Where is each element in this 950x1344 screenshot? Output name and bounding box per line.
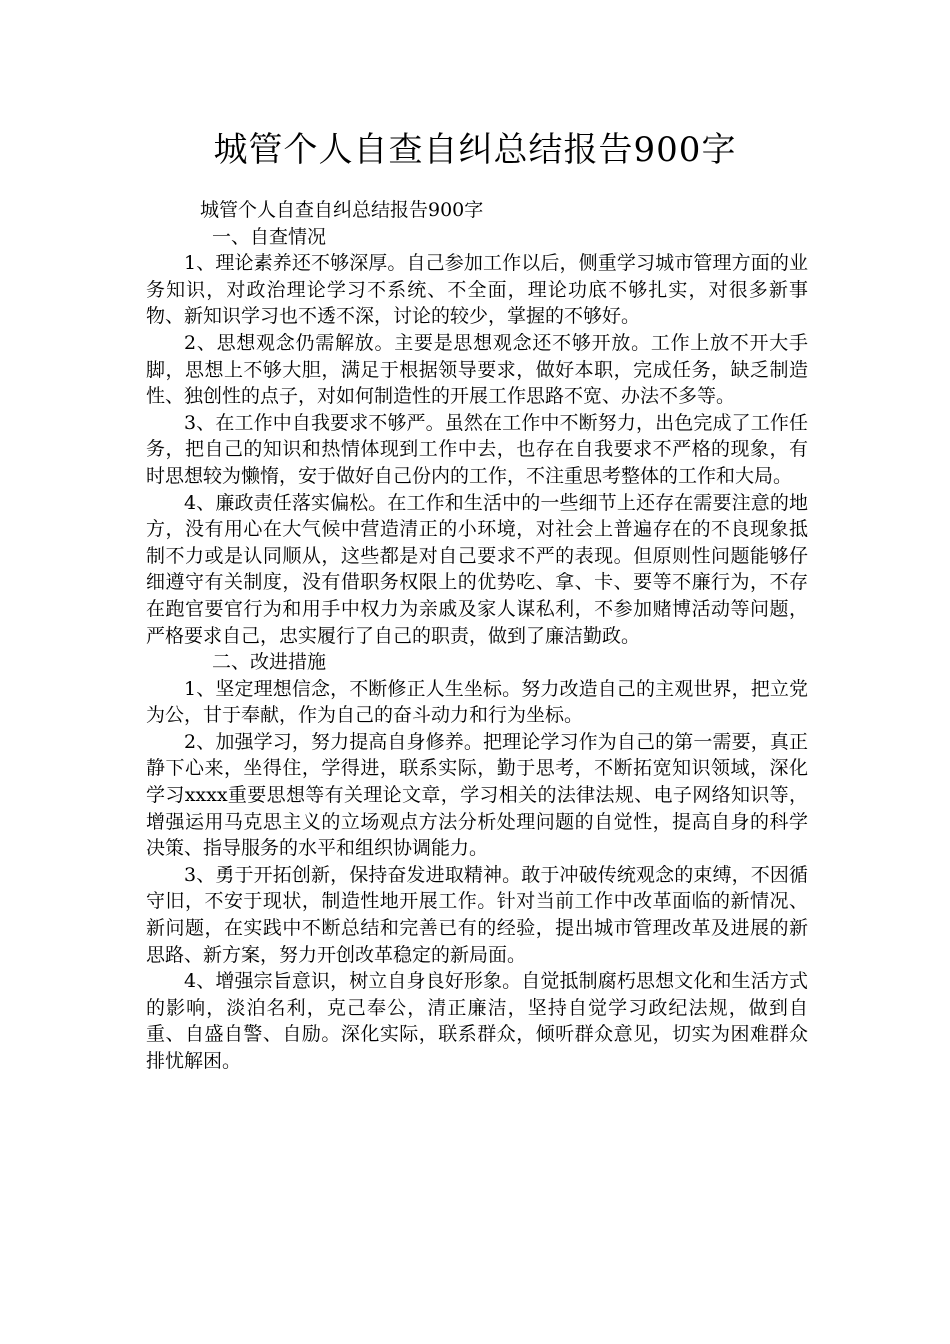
paragraph: 2、加强学习，努力提高自身修养。把理论学习作为自己的第一需要，真正静下心来，坐得住，学得进，联系实际，勤于思考，不断拓宽知识领域，深化学习xxxx重要思想等有关理论文章，学习相关的法律法规、电子网络知识等，增强运用马克思主义的立场观点方法分析处理问题的自觉性，提高自身的科学决策、指导服务的水平和组织协调能力。 [146, 730, 808, 860]
paragraph: 1、理论素养还不够深厚。自己参加工作以后，侧重学习城市管理方面的业务知识，对政治理论学习不系统、不全面，理论功底不够扎实，对很多新事物、新知识学习也不透不深，讨论的较少，掌握的不够好。 [146, 252, 808, 328]
section-heading-self-check: 一、自查情况 [212, 225, 327, 248]
document-body [146, 197, 808, 1075]
paragraph: 1、坚定理想信念，不断修正人生坐标。努力改造自己的主观世界，把立党为公，甘于奉献，作为自己的奋斗动力和行为坐标。 [146, 677, 808, 727]
paragraph: 3、在工作中自我要求不够严。虽然在工作中不断努力，出色完成了工作任务，把自己的知识和热情体现到工作中去，也存在自我要求不严格的现象，有时思想较为懒惰，安于做好自己份内的工作，不注重思考整体的工作和大局。 [146, 411, 808, 487]
paragraph: 4、增强宗旨意识，树立自身良好形象。自觉抵制腐朽思想文化和生活方式的影响，淡泊名利，克己奉公，清正廉洁，坚持自觉学习政纪法规，做到自重、自盛自警、自励。深化实际，联系群众，倾听群众意见，切实为困难群众排忧解困。 [146, 970, 808, 1072]
section-heading-improvements: 二、改进措施 [212, 651, 327, 674]
document-title: 城管个人自查自纠总结报告900字 [213, 130, 737, 170]
document-subtitle: 城管个人自查自纠总结报告900字 [200, 199, 484, 221]
paragraph: 3、勇于开拓创新，保持奋发进取精神。敢于冲破传统观念的束缚，不因循守旧，不安于现状，制造性地开展工作。针对当前工作中改革面临的新情况、新问题，在实践中不断总结和完善已有的经验，提出城市管理改革及进展的新思路、新方案，努力开创改革稳定的新局面。 [146, 863, 808, 966]
paragraph: 4、廉政责任落实偏松。在工作和生活中的一些细节上还存在需要注意的地方，没有用心在大气候中营造清正的小环境，对社会上普遍存在的不良现象抵制不力或是认同顺从，这些都是对自己要求不严的表现。但原则性问题能够仔细遵守有关制度，没有借职务权限上的优势吃、拿、卡、要等不廉行为，不存在跑官要官行为和用手中权力为亲戚及家人谋私利，不参加赌博活动等问题，严格要求自己，忠实履行了自己的职责，做到了廉洁勤政。 [146, 491, 808, 647]
paragraph: 2、思想观念仍需解放。主要是思想观念还不够开放。工作上放不开大手脚，思想上不够大胆，满足于根据领导要求，做好本职，完成任务，缺乏制造性、独创性的点子，对如何制造性的开展工作思路不宽、办法不多等。 [146, 331, 808, 408]
